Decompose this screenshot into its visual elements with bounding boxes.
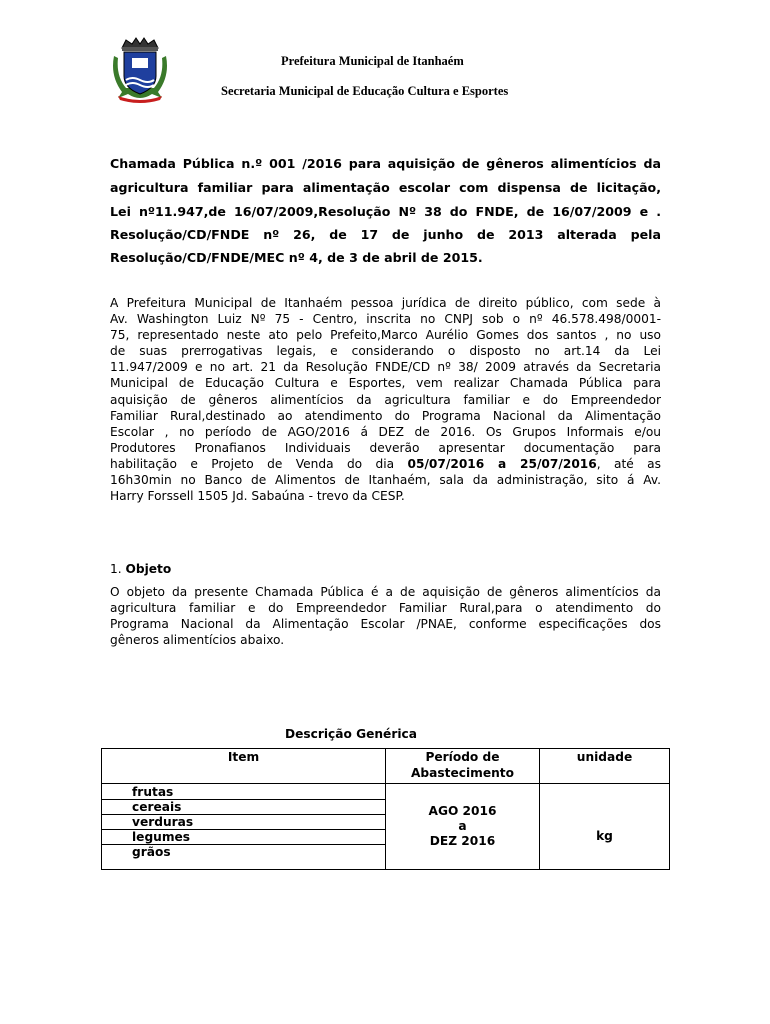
section-line: O objeto da presente Chamada Pública é a de aquisição de gêneros alimentícios da [110,585,661,599]
section-1-paragraph [110,584,661,648]
header-period [386,749,540,784]
intro-line: aquisição de gêneros alimentícios da agricultura familiar e do Empreendedor [110,392,661,407]
title-line-3: Lei nº11.947,de 16/07/2009,Resolução Nº 38 do FNDE, de 16/07/2009 e . [110,204,661,219]
table-caption: Descrição Genérica [285,727,417,741]
section-line: Programa Nacional da Alimentação Escolar /PNAE, conforme especificações dos [110,617,661,632]
item-cell: verduras [102,815,386,830]
period-from: AGO 2016 [428,804,497,818]
title-line-4: Resolução/CD/FNDE nº 26, de 17 de junho de 2013 alterada pela [110,227,661,242]
intro-line: Produtores Pronafianos Individuais deverão apresentar documentação para [110,440,661,455]
intro-line: Municipal de Educação Cultura e Esportes, vem realizar Chamada Pública para [110,376,661,391]
intro-dates-prefix: habilitação e Projeto de Venda do dia [110,456,408,471]
intro-line: de suas prerrogativas legais, e considerando o disposto no art.14 da Lei [110,344,661,359]
header-unit: unidade [540,749,670,784]
intro-line: Escolar , no período de AGO/2016 á DEZ de 2016. Os Grupos Informais e/ou [110,424,661,439]
item-cell-empty [102,859,386,870]
intro-line: 16h30min no Banco de Alimentos de Itanhaém, sala da administração, sito á Av. [110,473,661,488]
period-to: DEZ 2016 [429,834,496,848]
title-line-5: Resolução/CD/FNDE/MEC nº 4, de 3 de abril de 2015. [110,250,483,265]
intro-dates-suffix: , até as [596,456,661,471]
table-row [102,784,670,800]
item-cell: cereais [102,800,386,815]
municipal-coat-of-arms-icon [108,36,172,104]
section-line: agricultura familiar e do Empreendedor Familiar Rural,para o atendimento do [110,601,661,616]
intro-line: Familiar Rural,destinado ao atendimento do Programa Nacional da Alimentação [110,408,661,423]
item-cell: legumes [102,830,386,845]
intro-dates-line [110,456,661,472]
header-item: Item [102,749,386,784]
period-cell [386,784,540,870]
header-subtitle: Secretaria Municipal de Educação Cultura e Esportes [221,84,509,98]
section-title: Objeto [125,562,172,576]
intro-line: 11.947/2009 e no art. 21 da Resolução FNDE/CD nº 38/ 2009 através da Secretaria [110,360,661,375]
section-number: 1. [110,562,126,576]
period-sep: a [458,819,467,833]
intro-line: Av. Washington Luiz Nº 75 - Centro, inscrita no CNPJ sob o nº 46.578.498/0001- [110,312,661,327]
header-period-line2: Abastecimento [411,766,514,780]
title-line-1: Chamada Pública n.º 001 /2016 para aquisição de gêneros alimentícios da [110,156,661,171]
submission-dates: 05/07/2016 a 25/07/2016 [407,456,597,471]
header-title: Prefeitura Municipal de Itanhaém [281,54,464,68]
title-line-2: agricultura familiar para alimentação escolar com dispensa de licitação, [110,180,661,195]
intro-line: Harry Forssell 1505 Jd. Sabaúna - trevo da CESP. [110,489,405,504]
unit-cell: kg [540,784,670,870]
intro-line: A Prefeitura Municipal de Itanhaém pessoa jurídica de direito público, com sede à [110,296,661,310]
intro-paragraph [110,295,661,504]
table-header-row [102,749,670,784]
section-line: gêneros alimentícios abaixo. [110,633,285,648]
item-cell: frutas [102,784,386,800]
items-table [101,748,670,870]
intro-line: 75, representado neste ato pelo Prefeito,Marco Aurélio Gomes dos santos , no uso [110,328,661,343]
section-1-heading [110,562,171,576]
item-cell: grãos [102,845,386,860]
header-period-line1: Período de [425,750,500,764]
